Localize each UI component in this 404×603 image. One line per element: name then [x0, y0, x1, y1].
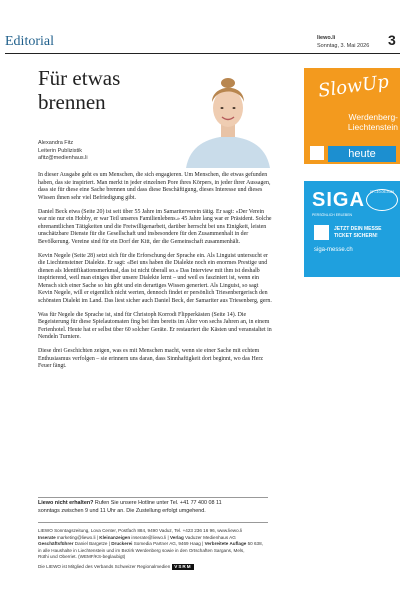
header-rule: [5, 53, 400, 54]
delivery-hours: sonntags zwischen 9 und 11 Uhr an. Die Zustellung erfolgt umgehend.: [38, 507, 206, 514]
vsrm-logo: VSRM: [174, 563, 192, 569]
title-line-2: brennen: [38, 90, 106, 114]
brand-name[interactable]: liewo.li: [317, 35, 336, 41]
paragraph: In dieser Ausgabe geht es um Menschen, die sich engagieren. Um Menschen, die etwas gefunden haben, das sie inspiriert. Man merkt in jeder einzelnen Pore ihres Körpers, in jeder ihrer Aussagen, dass sie für diese eine Sache brennen und dass diese Beschäftigung, dieses Interesse und dieses Wissen ihnen sehr viel Befriedigung gibt.: [38, 172, 271, 201]
slowup-today-label: heute: [328, 146, 396, 162]
qr-code-icon: [310, 146, 324, 160]
imprint-line: Die LIEWO ist Mitglied des Verbands Schweizer Regionalmedien VSRM: [38, 563, 192, 569]
imprint-line: Inserate marketing@liewo.li | Kleinanzeigen inserate@liewo.li | Verlag Vaduzer Medienhaus AG: [38, 534, 236, 540]
imprint-line: LIEWO Sonntagszeitung, Lova Center, Postfach 884, 9490 Vaduz, Tel. +423 236 16 96, www.liewo.li: [38, 528, 242, 533]
qr-code-icon: [314, 225, 329, 240]
author-block: [38, 140, 88, 163]
author-email[interactable]: afitz@medienhaus.li: [38, 155, 88, 161]
page-number: 3: [388, 32, 396, 48]
author-role: Leiterin Publizistik: [38, 147, 83, 154]
footer-divider: [38, 522, 268, 523]
article-body: [38, 172, 272, 377]
siga-logo: SIGA: [312, 189, 365, 211]
paragraph: Was für Negele die Sprache ist, sind für Christoph Korrodi Flipperkästen (Seite 14). Die Begeisterung für diese Spielautomaten fing bei ihm bereits im Alter von sechs Jahren an, in einem Ferienhotel. Heute hat er selbst über 60 solcher Geräte. Er restauriert die Kästen und veranstaltet in Nendeln Turniere.: [38, 311, 272, 340]
imprint-line: Geschäftsführer Daniel Bargetze | Druckerei Somedia Partner AG, 9469 Haag | Verbreitete Auflage 50 638,: [38, 541, 263, 546]
header-info: [317, 34, 369, 50]
siga-cta: JETZT DEIN MESSE TICKET SICHERN!: [334, 226, 382, 239]
article-title: [38, 66, 188, 114]
issue-date: Sonntag, 3. Mai 2026: [317, 43, 370, 49]
author-portrait: [176, 68, 280, 168]
imprint-line: Rüthi und Oberriet. (WEMF/KS-beglaubigt): [38, 554, 126, 559]
delivery-notice: [38, 500, 270, 515]
siga-tagline: PERSÖNLICH ERLEBEN: [312, 213, 353, 217]
author-name: Alexandra Fitz: [38, 140, 74, 146]
section-title: Editorial: [5, 34, 54, 49]
paragraph: Diese drei Geschichten zeigen, was es mit Menschen macht, wenn sie einer Sache mit echtem Enthusiasmus verfolgen – sie erinnern uns daran, dass Sinnhaftigkeit dort beginnt, wo das Herz Feuer fängt.: [38, 348, 263, 369]
imprint-line: in alle Haushalte in Liechtenstein und im Bezirk Werdenberg sowie in den Ortschaften Sargans, Mels,: [38, 547, 245, 553]
delivery-hotline: Rufen Sie unsere Hotline unter Tel. +41 77 400 08 11: [93, 500, 222, 506]
footer-divider: [38, 497, 268, 498]
slowup-ad[interactable]: [304, 68, 400, 164]
slowup-region: Werdenberg-Liechtenstein: [347, 112, 398, 132]
siga-url: siga-messe.ch: [314, 247, 353, 253]
paragraph: Daniel Beck etwa (Seite 20) ist seit über 55 Jahre im Samariterverein tätig. Er sagt: «Der Verein war nie nur ein Hobby, er war Teil unseres Familienlebens.» 45 Jahre lang war er Präsident. Solche ehrenamtlichen Tätigkeiten und die Freiwilligenarbeit, darüber herrscht bei uns Einigkeit, leisten unschätzbare Dienste für die Gesellschaft und insbesondere für den Zusammenhalt in der Bevölkerung. Vereine sind für ein Dorf der Kitt, der die Gemeinschaft zusammenhält.: [38, 208, 272, 245]
slowup-logo: SlowUp: [316, 71, 391, 102]
siga-date-badge: 07.–10.05.2026: [366, 189, 398, 211]
delivery-question: Liewo nicht erhalten?: [38, 500, 94, 506]
siga-ad[interactable]: [304, 181, 400, 277]
imprint: [38, 528, 278, 570]
title-line-1: Für etwas: [38, 66, 121, 90]
paragraph: Kevin Negele (Seite 28) setzt sich für die Erforschung der Sprache ein. Als Linguist untersucht er die Liechtensteiner Dialekte. Er sagt: «Bei uns haben die Dialekte noch ein enormes Prestige und dienen als Identifikationsmerkmal, das ist nicht überall so.» Das Interview mit ihm ist deshalb inspirierend, weil man einiges über unsere Dialekte lernt – und weil es fasziniert ist, wenn ein Mensch sich einer Sache so hin gibt und ein derartiges Wissen generiert. Als Linguist, so sagt Kevin Negele, will er eigentlich nicht werten, dennoch findet er persönlich Triesenbergerisch den schönsten Dialekt im Land. Das liest sicher auch Daniel Beck, der Samariter aus Triesenberg, gern.: [38, 252, 272, 304]
